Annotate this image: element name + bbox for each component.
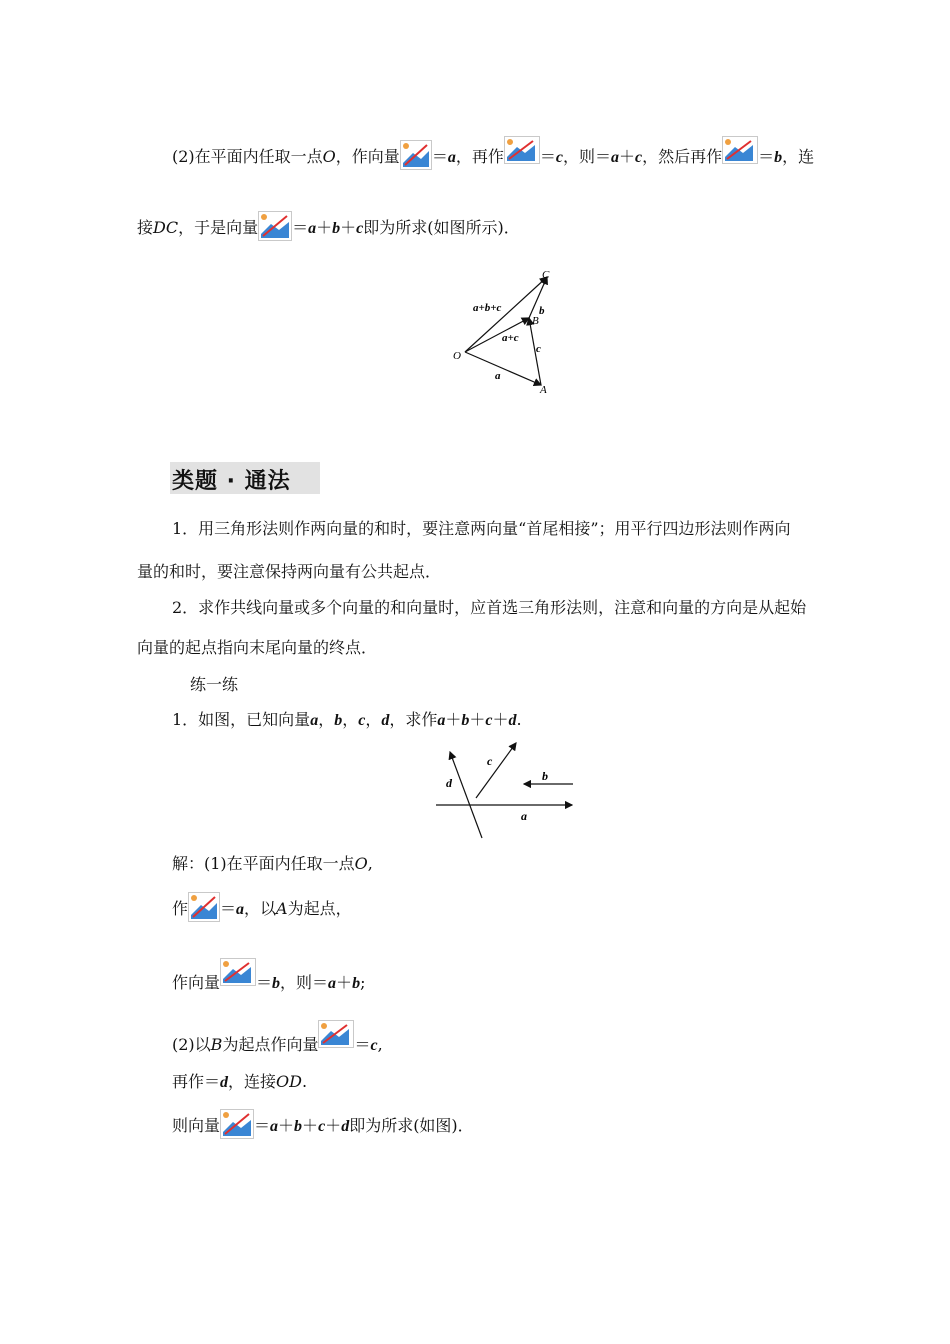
method-p2-line2: 向量的起点指向末尾向量的终点． — [137, 638, 378, 657]
section-heading: 类题 · 通法 — [170, 462, 320, 494]
step2-line1: (2)在平面内任取一点O，作向量 ＝a，再作 ＝c，则＝a＋c，然后再作 ＝b，连 — [172, 136, 814, 170]
label-b: b — [539, 305, 545, 317]
solution-line2: 作 ＝a，以A为起点， — [172, 892, 352, 922]
label-c: c — [487, 754, 493, 768]
solution-line4: (2)以B为起点作向量 ＝c, — [172, 1020, 383, 1057]
label-b: b — [542, 769, 548, 783]
vector-triangle-figure — [445, 265, 565, 400]
method-p1-line2: 量的和时，要注意保持两向量有公共起点． — [137, 562, 442, 581]
label-abc: a+b+c — [473, 302, 502, 314]
vector-c-line — [476, 743, 516, 798]
vector-d-line — [450, 752, 482, 838]
label-A: A — [540, 384, 547, 396]
label-a: a — [495, 370, 501, 382]
four-vectors-figure — [430, 735, 580, 845]
label-B: B — [532, 315, 539, 327]
exercise-question: 1．如图，已知向量a，b，c，d，求作a＋b＋c＋d. — [172, 710, 522, 729]
broken-image-icon — [188, 892, 220, 922]
broken-image-icon — [220, 1109, 254, 1139]
solution-line6: 则向量 ＝a＋b＋c＋d即为所求(如图)． — [172, 1109, 474, 1139]
label-d: d — [446, 776, 452, 790]
label-C: C — [542, 269, 550, 281]
broken-image-icon — [504, 136, 540, 164]
label-ac: a+c — [502, 332, 519, 344]
step2-line2: 接DC，于是向量 ＝a＋b＋c即为所求(如图所示)． — [137, 211, 520, 241]
broken-image-icon — [258, 211, 292, 241]
method-p2-line1: 2．求作共线向量或多个向量的和向量时，应首选三角形法则，注意和向量的方向是从起始 — [172, 598, 807, 617]
solution-line5: 再作＝d，连接OD. — [172, 1072, 308, 1091]
label-O: O — [453, 350, 461, 362]
broken-image-icon — [722, 136, 758, 164]
label-a: a — [521, 809, 527, 823]
solution-line3: 作向量 ＝b，则＝a＋b; — [172, 958, 365, 995]
practice-title: 练一练 — [190, 675, 239, 694]
label-c: c — [536, 343, 541, 355]
broken-image-icon — [318, 1020, 354, 1048]
broken-image-icon — [400, 140, 432, 170]
vector-a-line — [465, 352, 541, 385]
method-p1-line1: 1．用三角形法则作两向量的和时，要注意两向量“首尾相接”；用平行四边形法则作两向 — [172, 519, 791, 538]
solution-line1: 解：(1)在平面内任取一点O, — [172, 854, 373, 873]
broken-image-icon — [220, 958, 256, 986]
